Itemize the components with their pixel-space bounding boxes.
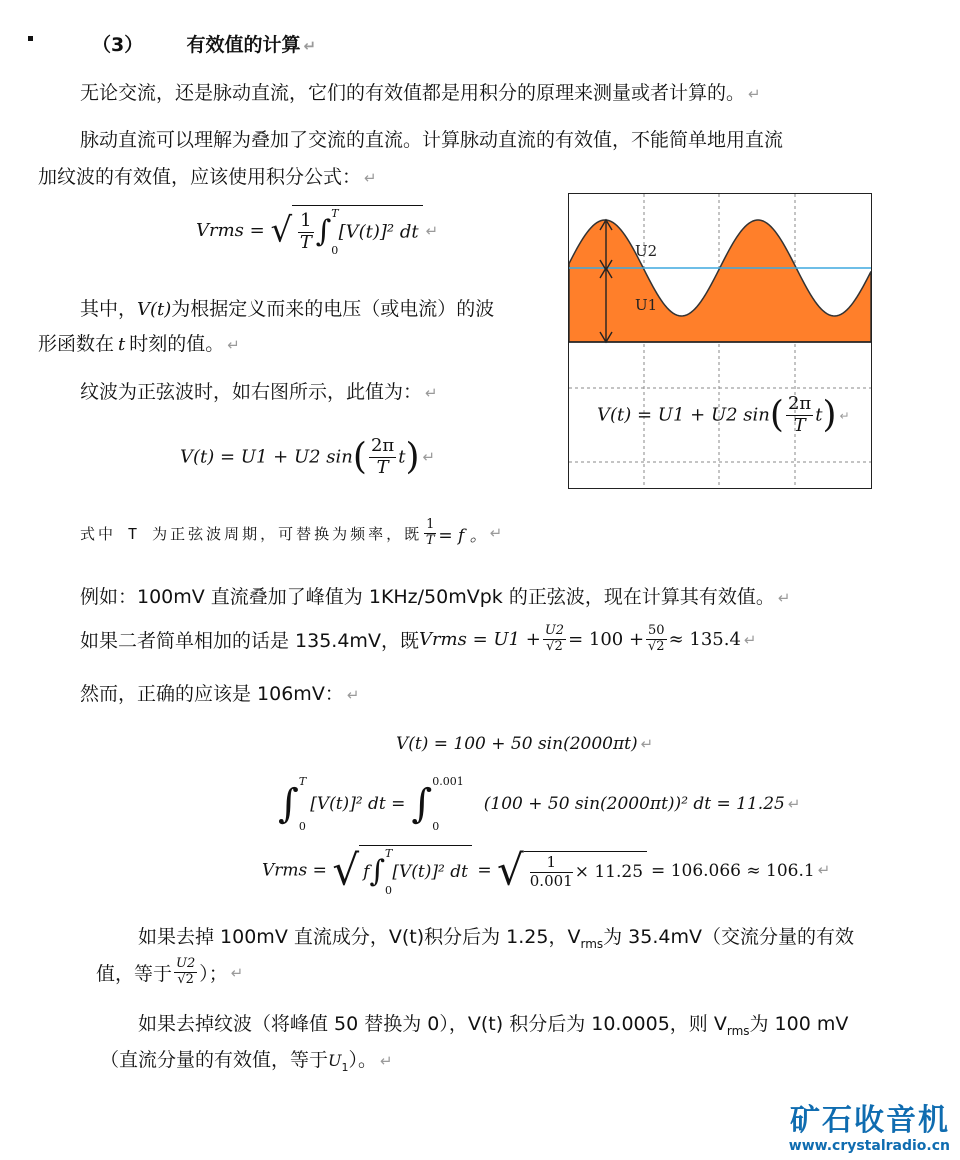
example-1: [80, 584, 790, 611]
note-tail: = f 。: [438, 525, 487, 546]
conclusion-1-fraction-den: √2: [177, 971, 194, 987]
paragraph-mark: ↵: [839, 409, 850, 424]
example-2-frac-1: [543, 624, 566, 655]
equation-3-body: [V(t)]² dt: [392, 862, 468, 882]
vt-fraction: [369, 436, 396, 478]
example-3: [80, 681, 359, 708]
equation-3-radicand-2: [524, 851, 647, 890]
paragraph-3-line-1: [80, 296, 494, 323]
example-2-frac-1-num: U2: [544, 623, 565, 638]
paragraph-3-text-b: 为根据定义而来的电压（或电流）的波: [171, 298, 495, 320]
conclusion-2-line-1: [138, 1011, 848, 1044]
integral-limits: [331, 208, 338, 256]
radical-sign: √: [332, 845, 360, 895]
conclusion-1-text-b: 为 35.4mV（交流分量的有效: [603, 926, 854, 948]
rms-formula: [196, 205, 438, 256]
conclusion-1-line-1: [138, 924, 854, 957]
figure-formula: V(t) = U1 + U2 sin( $\frac{2\pi}{T}$ t) ↵: [597, 393, 850, 436]
conclusion-2-text-d: ）。: [348, 1049, 378, 1071]
integral-sign: ∫: [369, 854, 386, 889]
rms-integrand: [V(t)]² dt: [338, 221, 419, 243]
section-number: （3）: [92, 34, 144, 56]
figure-formula-lhs: V(t) = U1 + U2 sin: [597, 404, 770, 426]
paragraph-mark: ↵: [227, 336, 240, 354]
paragraph-3-text-c: 形函数在: [38, 333, 115, 355]
u1-subscript: 1: [341, 1060, 349, 1074]
equation-3-radicand: [359, 845, 472, 896]
equation-3-tail: × 11.25: [574, 862, 644, 882]
equation-2-body-2: (100 + 50 sin(2000πt))² dt = 11.25: [483, 794, 785, 814]
integral-limits-2: [432, 776, 464, 832]
conclusion-1-text-c: 值，等于: [96, 962, 173, 985]
integral-lower: 0: [385, 884, 393, 897]
figure-fraction-den: T: [793, 414, 806, 436]
equation-2-body: [V(t)]² dt =: [310, 794, 406, 814]
integral-upper: T: [298, 775, 307, 788]
vt-formula-t: t: [398, 446, 406, 468]
paragraph-mark: ↵: [640, 735, 654, 753]
conclusion-1-sub: rms: [580, 936, 604, 951]
example-2-eq-2: = 100 +: [568, 628, 645, 650]
example-2-eq-3: ≈ 135.4: [668, 628, 741, 650]
section-heading: [92, 32, 316, 59]
conclusion-1-line-2: [96, 957, 243, 988]
integral-lower-2: 0: [432, 820, 440, 833]
paragraph-3-text-d: 时刻的值。: [129, 333, 225, 355]
paragraph-4-text: 纹波为正弦波时，如右图所示，此值为：: [80, 381, 423, 403]
note-fraction-num: 1: [426, 517, 435, 532]
paragraph-mark: ↵: [364, 169, 377, 187]
integral-upper-2: 0.001: [432, 775, 464, 788]
label-u2: U2: [635, 242, 658, 260]
paragraph-mark: ↵: [748, 85, 761, 103]
vt-symbol: V(t): [137, 299, 172, 320]
figure-formula-t: t: [815, 404, 823, 426]
integral-upper: T: [331, 207, 339, 220]
section-title: 有效值的计算: [186, 34, 301, 56]
paragraph-2-text-1: 脉动直流可以理解为叠加了交流的直流。计算脉动直流的有效值，不能简单地用直流: [80, 129, 784, 151]
vt-formula-lhs: V(t) = U1 + U2 sin: [180, 446, 353, 468]
example-2-eq-1: Vrms = U1 +: [418, 628, 541, 650]
equation-3-f: f: [363, 862, 370, 882]
rms-formula-lhs: Vrms =: [196, 220, 265, 241]
t-symbol: t: [118, 334, 126, 355]
conclusion-2-text-b: 为 100 mV: [749, 1013, 849, 1035]
equation-3: [262, 845, 830, 896]
integral-sign-2: ∫: [411, 781, 433, 827]
paragraph-mark: ↵: [422, 448, 436, 467]
example-2-frac-2-den: √2: [648, 638, 665, 654]
example-2: [80, 624, 757, 655]
example-3-text: 然而，正确的应该是 106mV：: [80, 683, 344, 705]
figure-fraction: [786, 394, 813, 436]
conclusion-2-text-a: 如果去掉纹波（将峰值 50 替换为 0），V(t) 积分后为 10.0005，则 V: [138, 1013, 727, 1035]
label-u1: U1: [635, 296, 658, 314]
rms-fraction-num: 1: [300, 209, 312, 231]
paragraph-mark: ↵: [787, 794, 801, 813]
rms-fraction: [298, 211, 313, 253]
example-2-frac-2-num: 50: [648, 623, 665, 638]
paragraph-mark: ↵: [303, 37, 317, 55]
equation-1-text: V(t) = 100 + 50 sin(2000πt): [396, 734, 638, 754]
paragraph-mark: ↵: [777, 589, 791, 607]
paragraph-1: [80, 80, 761, 107]
equation-1: [396, 734, 653, 754]
site-logo: [789, 1104, 950, 1154]
integral-limits: [299, 776, 306, 832]
conclusion-2-text-c: （直流分量的有效值，等于: [100, 1049, 329, 1071]
example-2-text: 如果二者简单相加的话是 135.4mV，既: [80, 629, 419, 652]
vt-fraction-num: 2π: [370, 435, 395, 456]
paragraph-mark: ↵: [489, 523, 503, 542]
logo-url: www.crystalradio.cn: [788, 1138, 950, 1154]
logo-title: 矿石收音机: [790, 1103, 950, 1138]
note-fraction: [424, 518, 436, 549]
conclusion-1-text-a: 如果去掉 100mV 直流成分，V(t)积分后为 1.25，V: [138, 926, 581, 948]
conclusion-2-sub: rms: [726, 1023, 750, 1038]
figure-fraction-num: 2π: [787, 393, 812, 414]
equation-3-fraction-den: 0.001: [529, 871, 573, 890]
integral-lower: 0: [298, 820, 306, 833]
paragraph-2-text-2: 加纹波的有效值，应该使用积分公式：: [38, 166, 362, 188]
radical-sign: √: [270, 210, 293, 251]
radical-sign-2: √: [497, 845, 524, 895]
conclusion-1-fraction-num: U2: [176, 956, 196, 971]
paragraph-mark: ↵: [425, 221, 439, 240]
note-text: 式中 T 为正弦波周期，可替换为频率，既: [80, 524, 423, 543]
waveform-fill: [569, 220, 871, 342]
conclusion-1-text-d: ）；: [199, 962, 228, 985]
paragraph-2-line-2: [38, 164, 377, 191]
integral-lower: 0: [331, 244, 339, 257]
conclusion-2-line-2: [100, 1047, 393, 1081]
u1-symbol: U: [328, 1051, 342, 1070]
rms-fraction-den: T: [299, 231, 312, 253]
integral-sign: ∫: [315, 214, 332, 249]
vt-fraction-den: T: [376, 456, 389, 478]
paragraph-1-text: 无论交流，还是脉动直流，它们的有效值都是用积分的原理来测量或者计算的。: [80, 82, 746, 104]
waveform-chart: [569, 194, 871, 488]
paragraph-mark: ↵: [346, 686, 360, 704]
note-fraction-den: T: [425, 532, 435, 548]
paragraph-mark: ↵: [380, 1052, 393, 1070]
example-2-frac-1-den: √2: [546, 638, 563, 654]
rms-radicand: [292, 205, 422, 256]
equation-3-lhs: Vrms =: [262, 860, 327, 881]
paragraph-4: [80, 379, 438, 406]
equation-2: [278, 776, 800, 832]
paragraph-mark: ↵: [743, 630, 757, 649]
example-2-frac-2: [646, 624, 667, 655]
note-line: [80, 518, 502, 549]
example-1-text: 例如：100mV 直流叠加了峰值为 1KHz/50mVpk 的正弦波，现在计算其有效值。: [80, 586, 775, 608]
paragraph-3-text-a: 其中，: [80, 298, 138, 320]
integral-sign: ∫: [278, 781, 299, 827]
vt-formula: V(t) = U1 + U2 sin( $\frac{2\pi}{T}$ t) ↵: [180, 435, 436, 478]
paragraph-mark: ↵: [817, 861, 831, 879]
paragraph-2-line-1: [80, 127, 783, 153]
list-bullet: [28, 36, 33, 41]
paragraph-mark: ↵: [425, 384, 438, 402]
paragraph-3-line-2: [38, 331, 240, 358]
equation-3-fraction: [530, 854, 573, 890]
conclusion-1-fraction: [174, 957, 197, 988]
equation-3-result: = 106.066 ≈ 106.1: [651, 860, 815, 881]
paragraph-mark: ↵: [230, 963, 244, 982]
equation-3-fraction-num: 1: [530, 854, 573, 872]
equation-3-equals: =: [477, 860, 492, 881]
waveform-figure: [568, 193, 872, 489]
integral-upper: T: [385, 847, 393, 860]
